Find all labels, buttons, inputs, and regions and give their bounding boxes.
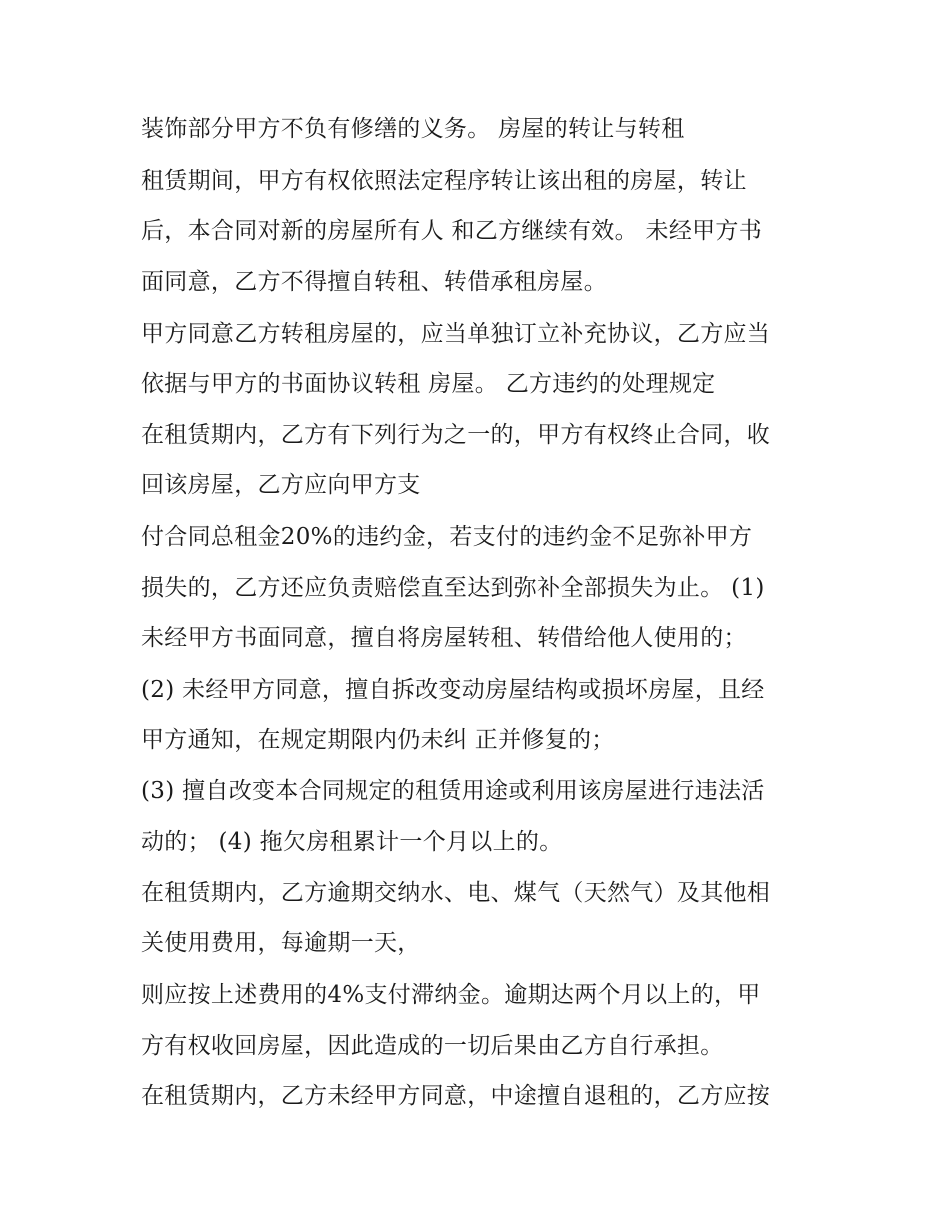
text-line: 甲方通知，在规定期限内仍未纠 正并修复的； (141, 727, 615, 753)
text-line: 则应按上述费用的4%支付滞纳金。逾期达两个月以上的，甲 (141, 982, 761, 1008)
text-line: 动的； (4) 拖欠房租累计一个月以上的。 (141, 829, 563, 855)
text-line: 后，本合同对新的房屋所有人 和乙方继续有效。 未经甲方书 (141, 218, 763, 244)
text-line: 关使用费用，每逾期一天， (141, 930, 421, 956)
text-line: 损失的，乙方还应负责赔偿直至达到弥补全部损失为止。 (1) (141, 575, 765, 601)
text-line: 甲方同意乙方转租房屋的，应当单独订立补充协议，乙方应当 (141, 321, 771, 347)
text-line: 依据与甲方的书面协议转租 房屋。 乙方违约的处理规定 (141, 371, 716, 397)
text-line: 未经甲方书面同意，擅自将房屋转租、转借给他人使用的； (141, 625, 747, 651)
text-line: 在租赁期内，乙方逾期交纳水、电、煤气（天然气）及其他相 (141, 880, 771, 906)
text-line: 在租赁期内，乙方有下列行为之一的，甲方有权终止合同，收 (141, 422, 771, 448)
text-line: 在租赁期内，乙方未经甲方同意，中途擅自退租的，乙方应按 (141, 1083, 771, 1109)
text-line: 回该房屋，乙方应向甲方支 (141, 472, 421, 498)
text-line: (2) 未经甲方同意，擅自拆改变动房屋结构或损坏房屋，且经 (141, 677, 765, 703)
text-line: 方有权收回房屋，因此造成的一切后果由乙方自行承担。 (141, 1033, 724, 1059)
text-line: 付合同总租金20%的违约金，若支付的违约金不足弥补甲方 (141, 524, 753, 550)
text-line: 装饰部分甲方不负有修缮的义务。 房屋的转让与转租 (141, 116, 685, 142)
text-line: (3) 擅自改变本合同规定的租赁用途或利用该房屋进行违法活 (141, 778, 765, 804)
text-line: 租赁期间，甲方有权依照法定程序转让该出租的房屋，转让 (141, 168, 747, 194)
text-line: 面同意，乙方不得擅自转租、转借承租房屋。 (141, 269, 607, 295)
